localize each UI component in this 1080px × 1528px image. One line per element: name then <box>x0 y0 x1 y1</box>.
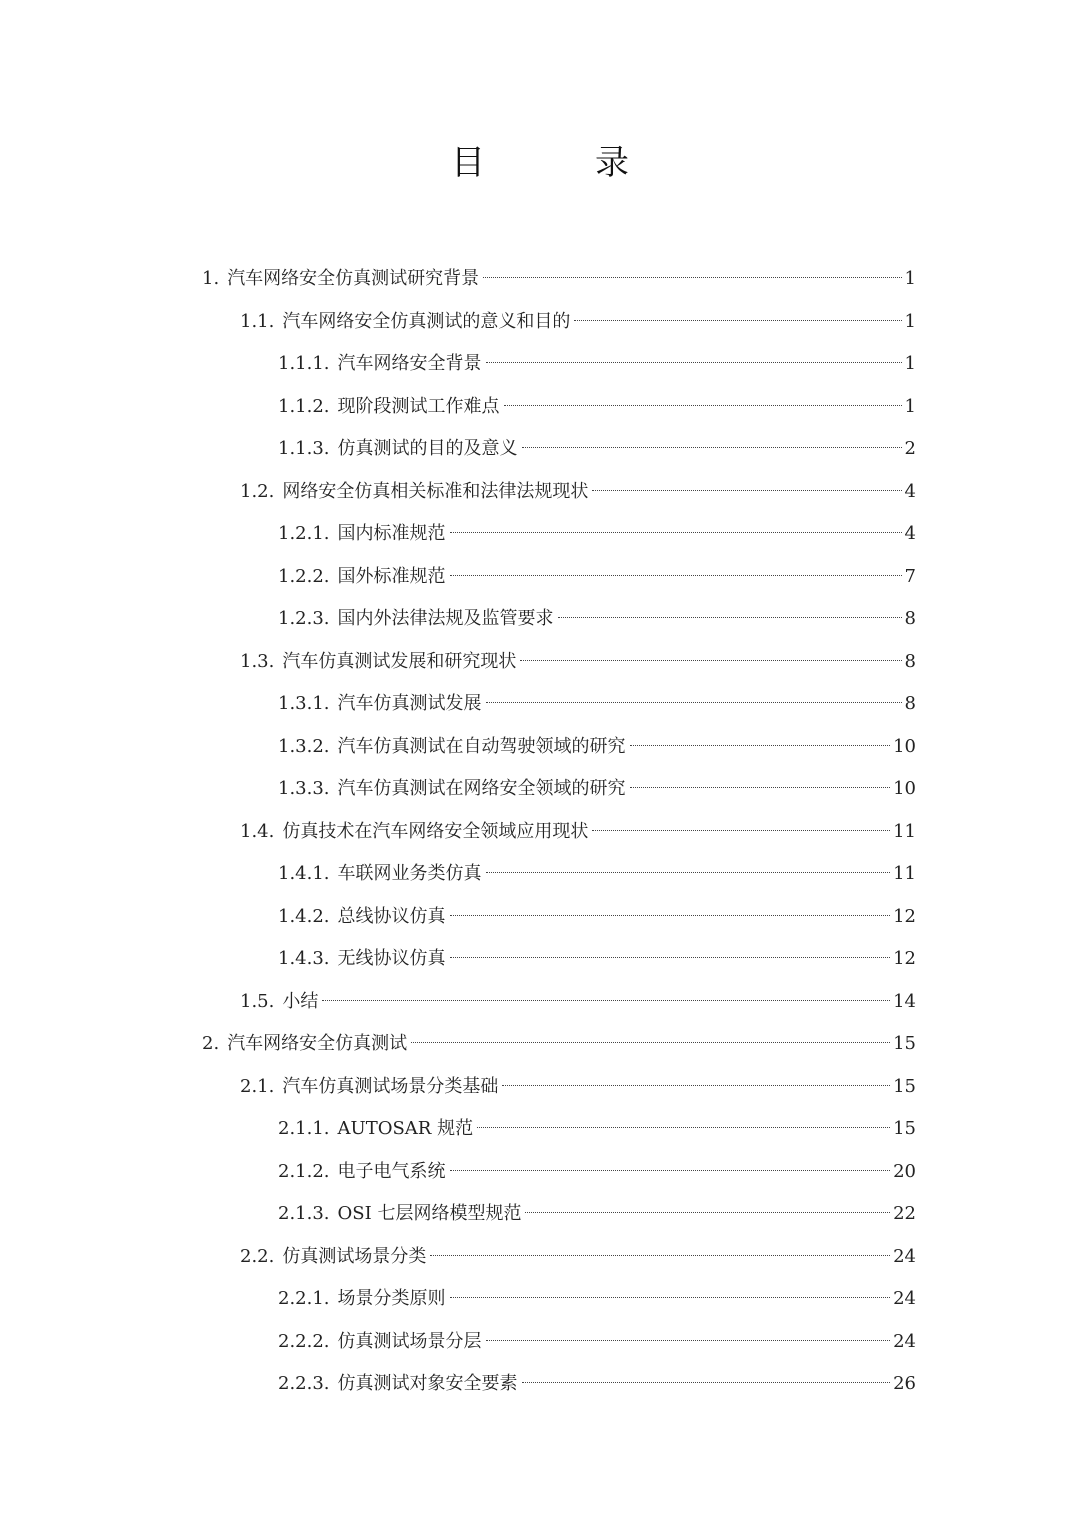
toc-title: 汽车网络安全背景 <box>337 353 482 374</box>
toc-number: 2.1. <box>240 1075 275 1097</box>
dot-leader <box>450 957 891 958</box>
toc-number: 1.2.1. <box>278 523 330 544</box>
dot-leader <box>522 447 902 448</box>
toc-entry[interactable] <box>278 768 916 810</box>
toc-title: 汽车仿真测试发展和研究现状 <box>282 650 517 672</box>
toc-title: 国内标准规范 <box>337 523 446 544</box>
dot-leader <box>450 1297 891 1298</box>
toc-entry[interactable] <box>278 938 916 980</box>
toc-number: 2.2.1. <box>278 1288 330 1309</box>
toc-title: 总线协议仿真 <box>337 905 446 927</box>
toc-entry[interactable] <box>240 641 916 683</box>
dot-leader <box>450 532 902 533</box>
toc-page-number: 2 <box>904 438 916 459</box>
toc-entry[interactable] <box>278 1108 916 1150</box>
toc-entry[interactable] <box>278 896 916 938</box>
toc-title: 汽车仿真测试发展 <box>337 693 482 714</box>
toc-entry[interactable] <box>240 811 916 853</box>
toc-title: 汽车仿真测试在网络安全领域的研究 <box>337 778 626 799</box>
toc-entry[interactable] <box>278 428 916 470</box>
toc-page-number: 8 <box>904 693 916 714</box>
toc-entry[interactable] <box>278 1363 916 1405</box>
toc-entry[interactable] <box>278 853 916 895</box>
toc-number: 1.4.3. <box>278 948 330 969</box>
toc-number: 1.3.3. <box>278 778 330 799</box>
dot-leader <box>558 617 902 618</box>
toc-page-number: 14 <box>893 990 916 1012</box>
toc-entry[interactable] <box>202 258 916 300</box>
dot-leader <box>525 1212 890 1213</box>
dot-leader <box>630 745 891 746</box>
dot-leader <box>450 575 902 576</box>
toc-number: 1.2. <box>240 480 275 502</box>
toc-number: 1.5. <box>240 990 275 1012</box>
toc-page-number: 24 <box>893 1245 916 1267</box>
toc-number: 1.3.1. <box>278 693 330 714</box>
toc-page-number: 11 <box>893 863 916 884</box>
toc-title: 仿真测试对象安全要素 <box>337 1373 518 1394</box>
dot-leader <box>450 1170 891 1171</box>
toc-entry[interactable] <box>240 471 916 513</box>
toc-title: 现阶段测试工作难点 <box>337 395 500 417</box>
dot-leader <box>486 872 891 873</box>
toc-title: 仿真测试场景分层 <box>337 1330 482 1352</box>
toc-page-number: 15 <box>893 1075 916 1097</box>
toc-title: 仿真测试的目的及意义 <box>337 438 518 459</box>
toc-entry[interactable] <box>240 301 916 343</box>
dot-leader <box>486 362 902 363</box>
toc-entry[interactable] <box>202 1023 916 1065</box>
toc-number: 1.3.2. <box>278 735 330 757</box>
toc-entry[interactable] <box>240 981 916 1023</box>
toc-title: OSI 七层网络模型规范 <box>337 1203 522 1224</box>
toc-page-number: 10 <box>893 735 916 757</box>
toc-entry[interactable] <box>278 513 916 555</box>
toc-title: 场景分类原则 <box>337 1288 446 1309</box>
toc-title: 国内外法律法规及监管要求 <box>337 608 554 629</box>
toc-number: 1.1.2. <box>278 395 330 417</box>
dot-leader <box>522 1382 891 1383</box>
dot-leader <box>322 1000 890 1001</box>
toc-title: 车联网业务类仿真 <box>337 863 482 884</box>
toc-entry[interactable] <box>278 726 916 768</box>
toc-title: 汽车仿真测试在自动驾驶领域的研究 <box>337 735 626 757</box>
dot-leader <box>486 702 902 703</box>
toc-title: 网络安全仿真相关标准和法律法规现状 <box>282 480 589 502</box>
dot-leader <box>504 405 902 406</box>
page-title: 目 录 <box>451 143 667 183</box>
toc-title: 汽车网络安全仿真测试 <box>227 1033 408 1054</box>
dot-leader <box>502 1085 890 1086</box>
toc-page-number: 15 <box>893 1033 916 1054</box>
toc-entry[interactable] <box>278 1151 916 1193</box>
toc-entry[interactable] <box>278 1278 916 1320</box>
toc-page-number: 1 <box>904 353 916 374</box>
toc-page-number: 8 <box>904 608 916 629</box>
toc-page-number: 7 <box>904 565 916 587</box>
toc-number: 1.1.3. <box>278 438 330 459</box>
toc-number: 2. <box>202 1033 220 1054</box>
toc-entry[interactable] <box>278 1321 916 1363</box>
toc-number: 2.2.2. <box>278 1330 330 1352</box>
toc-number: 1.3. <box>240 650 275 672</box>
toc-number: 1.4.2. <box>278 905 330 927</box>
toc-entry[interactable] <box>278 683 916 725</box>
toc-entry[interactable] <box>278 598 916 640</box>
toc-number: 1.4. <box>240 820 275 842</box>
toc-page-number: 1 <box>904 310 916 332</box>
toc-title: 电子电气系统 <box>337 1160 446 1182</box>
toc-number: 1.4.1. <box>278 863 330 884</box>
toc-title: 无线协议仿真 <box>337 948 446 969</box>
toc-page-number: 11 <box>893 820 916 842</box>
toc-page-number: 10 <box>893 778 916 799</box>
toc-page-number: 26 <box>893 1373 916 1394</box>
toc-entry[interactable] <box>278 556 916 598</box>
toc-entry[interactable] <box>240 1066 916 1108</box>
toc-page-number: 4 <box>904 523 916 544</box>
toc-page-number: 1 <box>904 395 916 417</box>
dot-leader <box>592 830 890 831</box>
toc-entry[interactable] <box>278 386 916 428</box>
toc-page-number: 20 <box>893 1160 916 1182</box>
toc-number: 1.2.3. <box>278 608 330 629</box>
toc-entry[interactable] <box>278 343 916 385</box>
toc-page-number: 8 <box>904 650 916 672</box>
dot-leader <box>592 490 901 491</box>
dot-leader <box>411 1042 890 1043</box>
toc-number: 2.2. <box>240 1245 275 1267</box>
toc-title: 汽车网络安全仿真测试研究背景 <box>227 268 480 289</box>
dot-leader <box>520 660 901 661</box>
toc-number: 1.2.2. <box>278 565 330 587</box>
dot-leader <box>486 1340 891 1341</box>
toc-number: 2.1.2. <box>278 1160 330 1182</box>
toc-page-number: 12 <box>893 905 916 927</box>
toc-title: 仿真测试场景分类 <box>282 1245 427 1267</box>
toc-page-number: 22 <box>893 1203 916 1224</box>
toc-title: 汽车仿真测试场景分类基础 <box>282 1075 499 1097</box>
toc-title: AUTOSAR 规范 <box>337 1118 474 1139</box>
toc-title: 仿真技术在汽车网络安全领域应用现状 <box>282 820 589 842</box>
dot-leader <box>477 1127 890 1128</box>
toc-title: 国外标准规范 <box>337 565 446 587</box>
toc-page-number: 24 <box>893 1288 916 1309</box>
toc-page-number: 1 <box>904 268 916 289</box>
toc-entry[interactable] <box>240 1236 916 1278</box>
toc-number: 2.1.3. <box>278 1203 330 1224</box>
dot-leader <box>630 787 891 788</box>
toc-number: 1.1.1. <box>278 353 330 374</box>
dot-leader <box>430 1255 890 1256</box>
toc-entry[interactable] <box>278 1193 916 1235</box>
toc-page-number: 4 <box>904 480 916 502</box>
dot-leader <box>574 320 901 321</box>
toc-number: 1. <box>202 268 220 289</box>
toc-number: 1.1. <box>240 310 275 332</box>
toc-page-number: 15 <box>893 1118 916 1139</box>
toc-page-number: 24 <box>893 1330 916 1352</box>
dot-leader <box>483 277 901 278</box>
toc-number: 2.2.3. <box>278 1373 330 1394</box>
toc-title: 小结 <box>282 990 319 1012</box>
toc-number: 2.1.1. <box>278 1118 330 1139</box>
toc-title: 汽车网络安全仿真测试的意义和目的 <box>282 310 571 332</box>
dot-leader <box>450 915 891 916</box>
toc-page-number: 12 <box>893 948 916 969</box>
